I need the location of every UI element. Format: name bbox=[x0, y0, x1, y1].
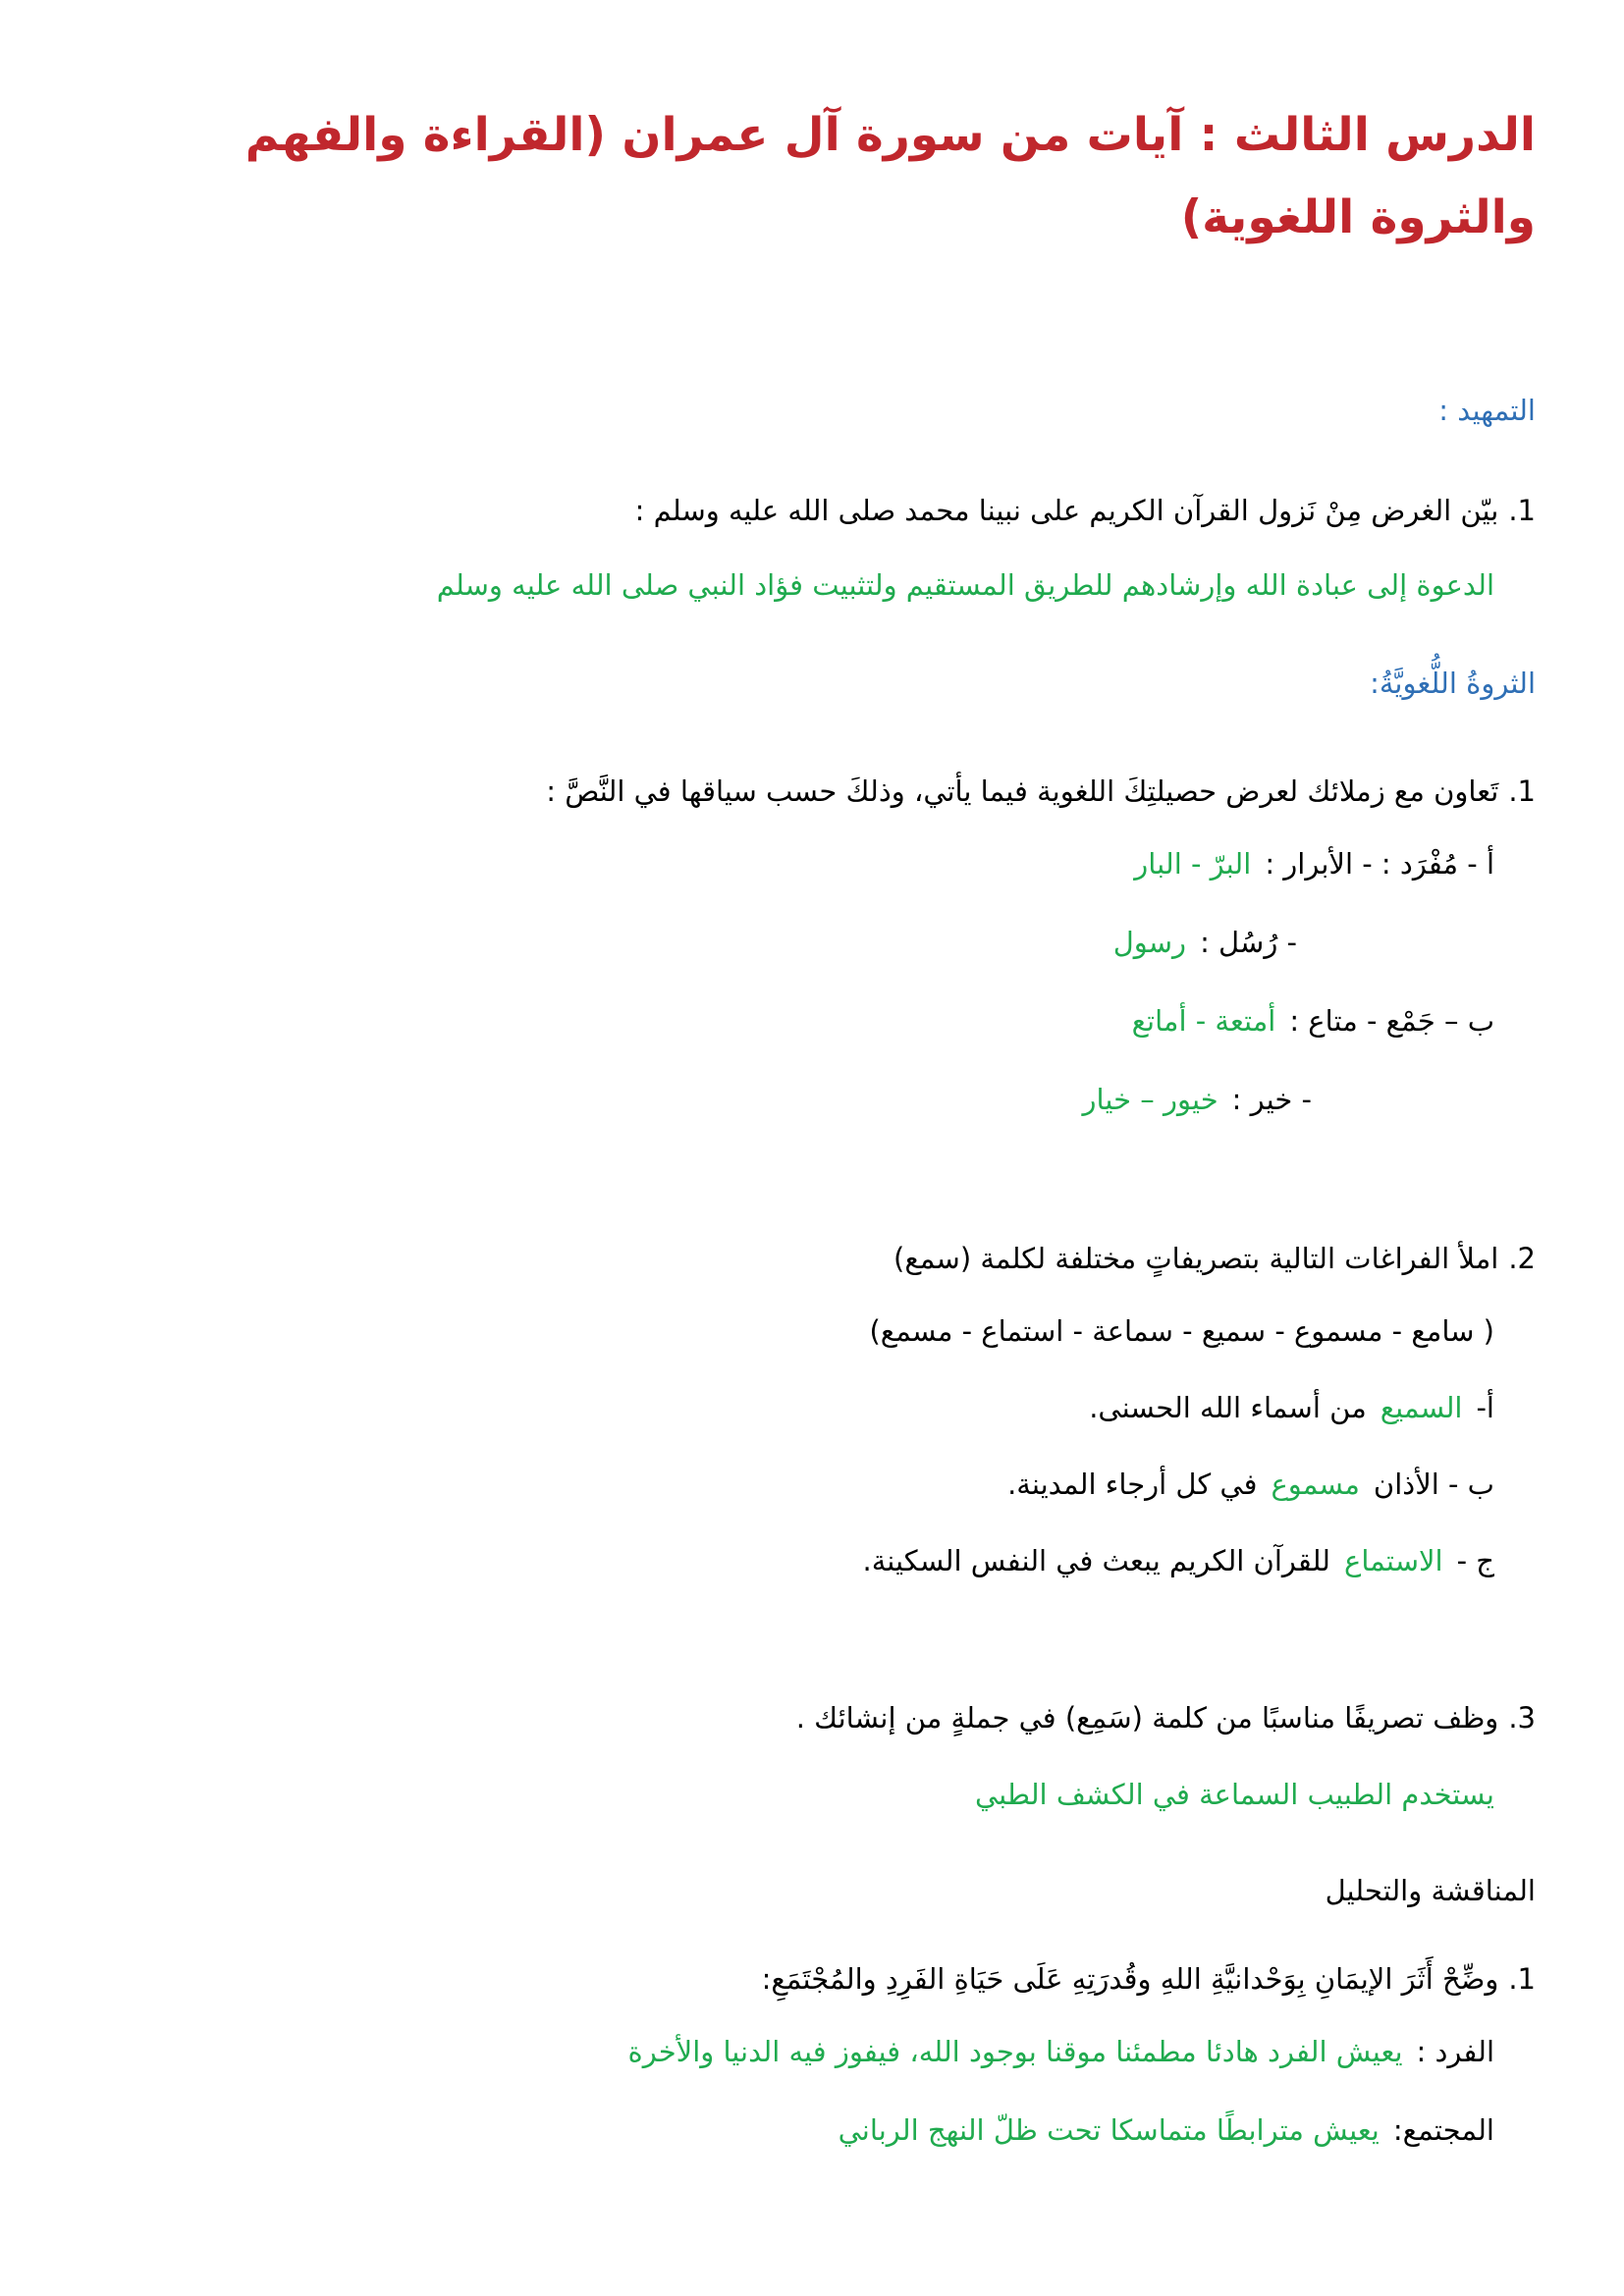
individual-answer: يعيش الفرد هادئا مطمئنا موقنا بوجود الله، فيفوز فيه الدنيا والأخرة bbox=[627, 2035, 1403, 2068]
q2-item-a bbox=[1089, 1388, 1494, 1427]
plural-prefix: ب – جَمْع - متاع : bbox=[1289, 1004, 1494, 1038]
q2-options: ( سامع - مسموع - سميع - سماعة - استماع - مسمع) bbox=[869, 1314, 1494, 1348]
vocab-heading: الثروةُ اللُّغويَّةُ: bbox=[1370, 667, 1536, 700]
question-text: وضِّحْ أَثَرَ الإيمَانِ بِوَحْدانيَّةِ اللهِ وقُدرَتِهِ عَلَى حَيَاةِ الفَرِدِ والمُجْتَمَعِ: bbox=[761, 1962, 1499, 1996]
question-number: 1. bbox=[1508, 774, 1536, 808]
question-text: املأ الفراغات التالية بتصريفاتٍ مختلفة لكلمة (سمع) bbox=[893, 1242, 1499, 1275]
singular-prefix: أ - مُفْرَد : - الأبرار : bbox=[1265, 847, 1494, 881]
q2c-prefix: ج - bbox=[1456, 1544, 1494, 1577]
singular-row bbox=[1134, 844, 1494, 883]
vocab-question-1 bbox=[546, 772, 1536, 811]
question-number: 1. bbox=[1508, 494, 1536, 527]
plural-row-2 bbox=[1083, 1080, 1312, 1119]
vocab-question-2 bbox=[893, 1239, 1536, 1278]
question-text: وظف تصريفًا مناسبًا من كلمة (سَمِع) في جملةٍ من إنشائك . bbox=[795, 1701, 1499, 1735]
q2b-prefix: ب - الأذان bbox=[1373, 1468, 1494, 1501]
society-row bbox=[839, 2110, 1494, 2150]
individual-label: الفرد : bbox=[1416, 2035, 1494, 2068]
question-number: 2. bbox=[1508, 1242, 1536, 1275]
singular-row-2 bbox=[1113, 923, 1297, 962]
q2a-answer: السميع bbox=[1380, 1391, 1463, 1424]
singular2-answer: رسول bbox=[1112, 926, 1187, 959]
question-text: تَعاون مع زملائك لعرض حصيلتِكَ اللغوية فيما يأتي، وذلكَ حسب سياقها في النَّصَّ : bbox=[546, 774, 1499, 808]
singular-answer: البرّ - البار bbox=[1134, 847, 1252, 881]
q2b-suffix: في كل أرجاء المدينة. bbox=[1007, 1468, 1258, 1501]
society-answer: يعيش مترابطًا متماسكا تحت ظلّ النهج الرباني bbox=[838, 2113, 1380, 2147]
intro-answer-1: الدعوة إلى عبادة الله وإرشادهم للطريق المستقيم ولتثبيت فؤاد النبي صلى الله عليه وسلم bbox=[436, 568, 1494, 602]
plural2-answer: خيور – خيار bbox=[1082, 1083, 1218, 1116]
discussion-heading: المناقشة والتحليل bbox=[1325, 1874, 1536, 1907]
q2c-answer: الاستماع bbox=[1344, 1544, 1443, 1577]
plural2-prefix: - خير : bbox=[1231, 1083, 1312, 1116]
singular2-prefix: - رُسُل : bbox=[1200, 926, 1297, 959]
plural-row bbox=[1132, 1001, 1494, 1041]
question-number: 3. bbox=[1508, 1701, 1536, 1735]
intro-heading: التمهيد : bbox=[1438, 394, 1536, 427]
discussion-question-1 bbox=[762, 1959, 1536, 1999]
society-label: المجتمع: bbox=[1392, 2113, 1494, 2147]
vocab-question-3 bbox=[796, 1698, 1536, 1737]
q2c-suffix: للقرآن الكريم يبعث في النفس السكينة. bbox=[862, 1544, 1331, 1577]
q2-item-b bbox=[1007, 1465, 1494, 1504]
q3-answer: يستخدم الطبيب السماعة في الكشف الطبي bbox=[975, 1778, 1494, 1811]
lesson-title: الدرس الثالث : آيات من سورة آل عمران (القراءة والفهم والثروة اللغوية) bbox=[244, 108, 1536, 244]
q2b-answer: مسموع bbox=[1271, 1468, 1360, 1501]
individual-row bbox=[628, 2032, 1494, 2071]
q2-item-c bbox=[863, 1541, 1494, 1580]
question-text: بيّن الغرض مِنْ نَزول القرآن الكريم على نبينا محمد صلى الله عليه وسلم : bbox=[634, 494, 1499, 527]
plural-answer: أمتعة - أماتع bbox=[1131, 1004, 1276, 1038]
q2a-prefix: أ- bbox=[1476, 1391, 1494, 1424]
intro-question-1 bbox=[635, 491, 1536, 530]
question-number: 1. bbox=[1508, 1962, 1536, 1996]
q2a-suffix: من أسماء الله الحسنى. bbox=[1089, 1391, 1367, 1424]
